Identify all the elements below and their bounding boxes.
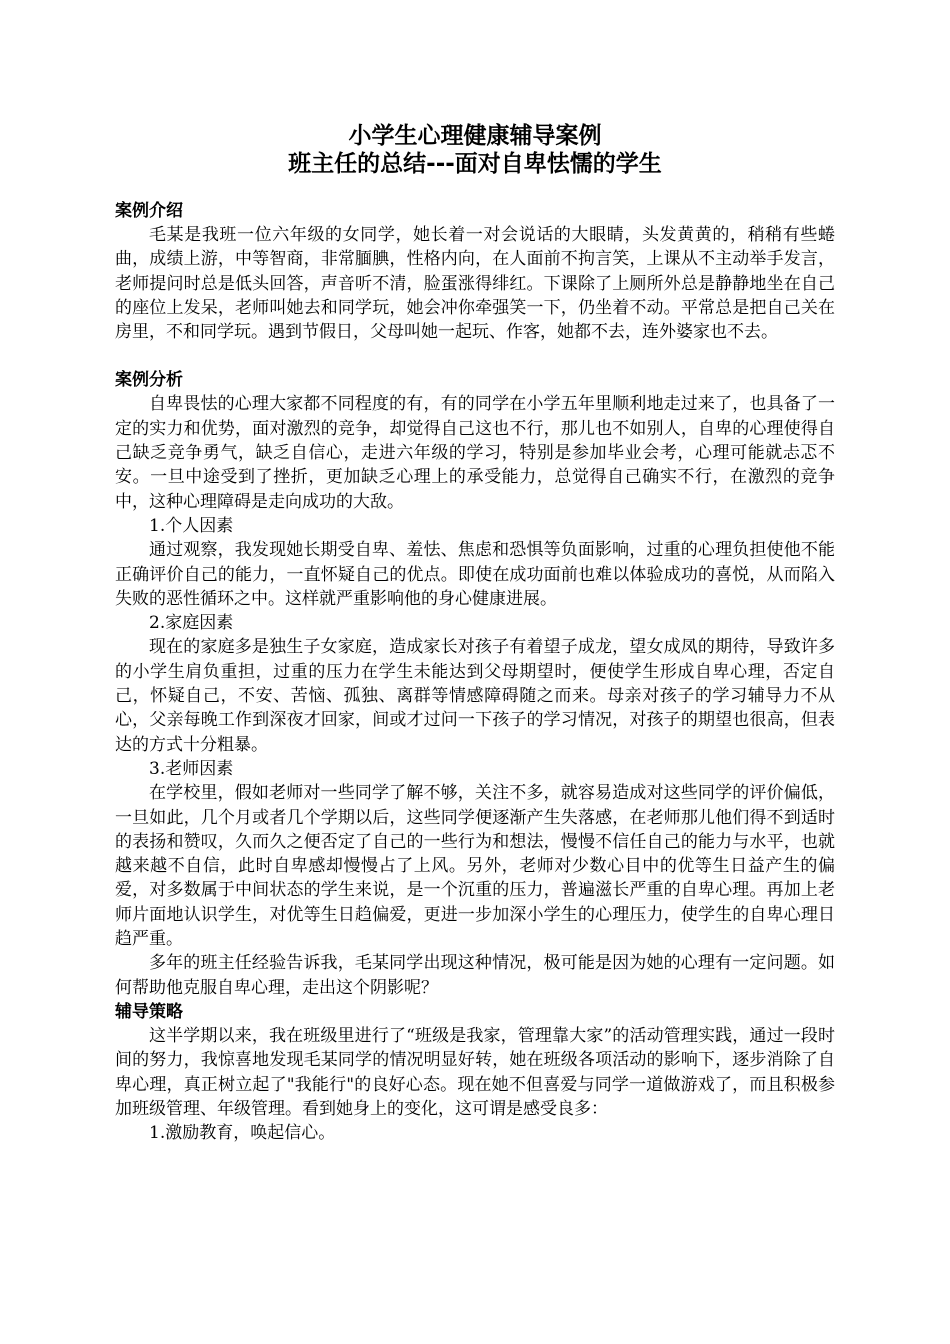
subsection-title-family: 2.家庭因素 [149,613,234,634]
title-block [0,122,950,178]
analysis-conclusion: 多年的班主任经验告诉我，毛某同学出现这种情况，极可能是因为她的心理有一定问题。如何帮助他克服自卑心理，走出这个阴影呢？ [115,953,835,998]
document-title: 小学生心理健康辅导案例 [348,123,602,149]
subsection-title-teacher: 3.老师因素 [149,758,234,779]
subsection-title-personal: 1.个人因素 [149,515,234,536]
document-body [115,199,835,1145]
document-subtitle: 班主任的总结---面对自卑怯懦的学生 [288,151,662,177]
analysis-paragraph: 自卑畏怯的心理大家都不同程度的有，有的同学在小学五年里顺利地走过来了，也具备了一定的实力和优势，面对激烈的竞争，却觉得自己这也不行，那儿也不如别人，自卑的心理使得自己缺乏竞争勇气，缺乏自信心，走进六年级的学习，特别是参加毕业会考，心理可能就忐忑不安。一旦中途受到了挫折，更加缺乏心理上的承受能力，总觉得自己确实不行，在激烈的竞争中，这种心理障碍是走向成功的大敌。 [115,394,835,512]
section-heading-analysis: 案例分析 [115,370,183,391]
strategy-item-1: 1.激励教育，唤起信心。 [149,1123,336,1144]
subsection-text-personal: 通过观察，我发现她长期受自卑、羞怯、焦虑和恐惧等负面影响，过重的心理负担使他不能正确评价自己的能力，一直怀疑自己的优点。即使在成功面前也难以体验成功的喜悦，从而陷入失败的恶性循环之中。这样就严重影响他的身心健康进展。 [115,540,835,609]
subsection-text-family: 现在的家庭多是独生子女家庭，造成家长对孩子有着望子成龙，望女成凤的期待，导致许多的小学生肩负重担，过重的压力在学生未能达到父母期望时，便使学生形成自卑心理，否定自己，怀疑自己，不安、苦恼、孤独、离群等情感障碍随之而来。母亲对孩子的学习辅导力不从心，父亲每晚工作到深夜才回家，间或才过问一下孩子的学习情况，对孩子的期望也很高，但表达的方式十分粗暴。 [115,637,835,755]
section-spacer [115,344,835,368]
subsection-text-teacher: 在学校里，假如老师对一些同学了解不够，关注不多，就容易造成对这些同学的评价偏低，一旦如此，几个月或者几个学期以后，这些同学便逐渐产生失落感，在老师那儿他们得不到适时的表扬和赞叹，久而久之便否定了自己的一些行为和想法，慢慢不信任自己的能力与水平，也就越来越不自信，此时自卑感却慢慢占了上风。另外，老师对少数心目中的优等生日益产生的偏爱，对多数属于中间状态的学生来说，是一个沉重的压力，普遍滋长严重的自卑心理。再加上老师片面地认识学生，对优等生日趋偏爱，更进一步加深小学生的心理压力，使学生的自卑心理日趋严重。 [115,783,835,950]
section-case-intro [115,199,835,344]
section-case-analysis [115,368,835,999]
intro-paragraph: 毛某是我班一位六年级的女同学，她长着一对会说话的大眼睛，头发黄黄的，稍稍有些蜷曲，成绩上游，中等智商，非常腼腆，性格内向，在人面前不拘言笑，上课从不主动举手发言，老师提问时总是低头回答，声音听不清，脸蛋涨得绯红。下课除了上厕所外总是静静地坐在自己的座位上发呆，老师叫她去和同学玩，她会冲你牵强笑一下，仍坐着不动。平常总是把自己关在房里，不和同学玩。遇到节假日，父母叫她一起玩、作客，她都不去，连外婆家也不去。 [115,225,835,343]
section-heading-strategy: 辅导策略 [115,1001,183,1022]
section-heading-intro: 案例介绍 [115,201,183,221]
section-counseling-strategy [115,1000,835,1145]
strategy-paragraph: 这半学期以来，我在班级里进行了“班级是我家，管理靠大家”的活动管理实践，通过一段时间的努力，我惊喜地发现毛某同学的情况明显好转，她在班级各项活动的影响下，逐步消除了自卑心理，真正树立起了"我能行"的良好心态。现在她不但喜爱与同学一道做游戏了，而且积极参加班级管理、年级管理。看到她身上的变化，这可谓是感受良多： [115,1025,835,1119]
